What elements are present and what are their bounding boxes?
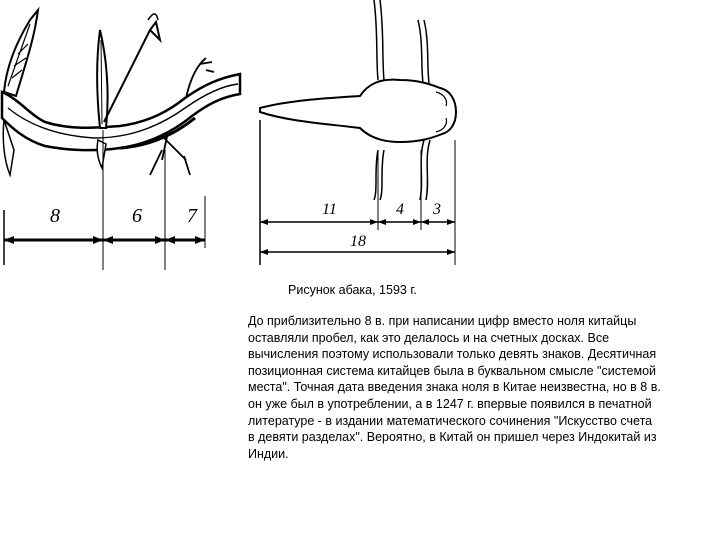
label-right-3: 3 <box>433 201 441 218</box>
label-left-2: 6 <box>132 205 142 227</box>
branch-stem <box>2 74 240 150</box>
label-left-3: 7 <box>187 205 197 227</box>
figure-caption: Рисунок абака, 1593 г. <box>288 283 417 297</box>
branch-drawing <box>0 0 250 275</box>
body-line: вычисления поэтому использовали только девять знаков. Десятичная <box>248 347 657 362</box>
body-line: До приблизительно 8 в. при написании цифр вместо ноля китайцы <box>248 314 637 328</box>
body-line: он уже был в употреблении, а в 1247 г. впервые появился в печатной <box>248 396 652 411</box>
body-line: Индии. <box>248 446 289 461</box>
body-line: литературе - в издании математического сочинения "Искусство счета <box>248 413 653 428</box>
body-line: оставляли пробел, как это делалось и на счетных досках. Все <box>248 330 610 345</box>
label-right-1: 11 <box>322 201 337 218</box>
label-right-2: 4 <box>396 201 404 218</box>
body-line: в девяти разделах". Вероятно, в Китай он пришел через Индокитай из <box>248 430 657 445</box>
abacus-rod-drawing <box>250 0 460 275</box>
rod-body <box>260 80 456 142</box>
label-left-1: 8 <box>50 205 60 227</box>
label-right-4: 18 <box>350 233 366 250</box>
body-line: позиционная система китайцев была в буквальном смысле "системой <box>248 363 657 378</box>
body-line: места". Точная дата введения знака ноля в Китае неизвестна, но в 8 в. <box>248 380 661 395</box>
body-paragraph <box>248 313 716 462</box>
